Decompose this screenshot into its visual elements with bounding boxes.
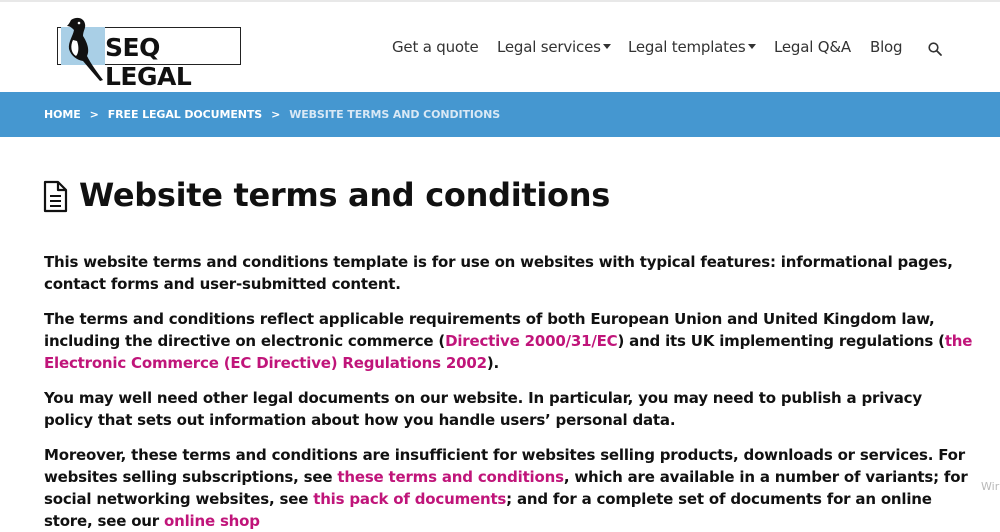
chevron-down-icon [603,44,611,49]
chevron-down-icon [748,44,756,49]
breadcrumb-home[interactable]: HOME [44,108,81,121]
logo-text: SEQ LEGAL [105,33,192,91]
link-directive[interactable]: Directive 2000/31/EC [445,332,618,350]
nav-label: Legal templates [628,38,746,56]
link-online-shop[interactable]: online shop [164,512,260,530]
nav-label: Get a quote [392,38,479,56]
breadcrumb [44,108,500,121]
nav-label: Blog [870,38,903,56]
text-run: ) and its UK implementing regulations ( [617,332,945,350]
breadcrumb-bar [0,92,1000,137]
breadcrumb-separator: > [271,108,281,121]
windows-watermark: Wir [981,480,1000,493]
breadcrumb-current: WEBSITE TERMS AND CONDITIONS [289,108,501,121]
paragraph-insufficient [44,444,974,532]
nav-legal-qa[interactable] [774,38,851,56]
nav-label: Legal services [497,38,601,56]
text-run: The terms and conditions reflect applicable requirements of both European Union and United Kingdom law, including the directive on electronic commerce ( [44,310,935,350]
nav-label: Legal Q&A [774,38,851,56]
search-icon[interactable] [928,42,942,56]
nav-get-a-quote[interactable] [392,38,479,56]
paragraph-other-documents: You may well need other legal documents on our website. In particular, you may need to publish a privacy policy that sets out information about how you handle users’ personal data. [44,389,922,429]
text-run: , which are available in a number of variants; for social networking websites, see [44,468,968,508]
nav-legal-templates[interactable] [628,38,756,56]
link-ec-regulations[interactable]: the Electronic Commerce (EC Directive) Regulations 2002 [44,332,973,372]
breadcrumb-free-legal-documents[interactable]: FREE LEGAL DOCUMENTS [107,108,263,121]
text-run: ; and for a complete set of documents for an online store, see our [44,490,932,530]
main-nav [0,38,1000,60]
text-run: Moreover, these terms and conditions are insufficient for websites selling products, downloads or services. For websites selling subscriptions, see [44,446,965,486]
page-title: Website terms and conditions [79,176,610,214]
breadcrumb-separator: > [89,108,99,121]
text-run: ). [486,354,499,372]
link-these-terms[interactable]: these terms and conditions [337,468,564,486]
nav-blog[interactable] [870,38,902,56]
paragraph-intro: This website terms and conditions template is for use on websites with typical features: informational pages, contact forms and user-submitted content. [44,253,953,293]
paragraph-requirements [44,308,974,374]
document-icon [43,180,68,213]
nav-legal-services[interactable] [497,38,611,56]
site-header [0,2,1000,92]
link-pack-of-documents[interactable]: this pack of documents [313,490,507,508]
